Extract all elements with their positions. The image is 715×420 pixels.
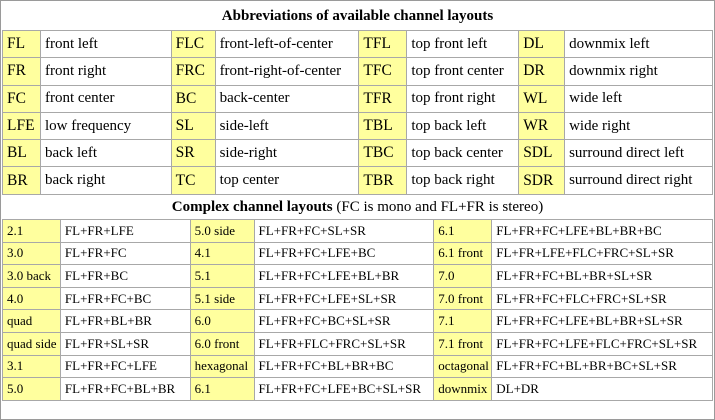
layout-channels: FL+FR+LFE+FLC+FRC+SL+SR xyxy=(492,242,713,265)
layout-channels: FL+FR+FLC+FRC+SL+SR xyxy=(254,332,434,355)
abbr-code: SDR xyxy=(519,167,565,194)
abbr-code: BL xyxy=(3,140,41,167)
layout-name: 2.1 xyxy=(3,220,61,243)
layout-name: 5.1 xyxy=(190,265,254,288)
layout-channels: FL+FR+FC+BL+BR xyxy=(60,378,190,401)
abbreviations-table xyxy=(2,2,713,195)
complex-title-note: (FC is mono and FL+FR is stereo) xyxy=(332,198,544,215)
layout-channels: FL+FR+BC xyxy=(60,265,190,288)
abbr-meaning: side-right xyxy=(215,140,359,167)
layout-channels: FL+FR+FC+LFE+FLC+FRC+SL+SR xyxy=(492,332,713,355)
complex-layouts-table xyxy=(2,195,713,401)
abbr-meaning: surround direct right xyxy=(565,167,713,194)
abbr-meaning: top back right xyxy=(407,167,519,194)
layout-name: 4.0 xyxy=(3,287,61,310)
abbr-meaning: downmix left xyxy=(565,31,713,58)
abbr-code: SDL xyxy=(519,140,565,167)
layout-name: 4.1 xyxy=(190,242,254,265)
abbr-meaning: surround direct left xyxy=(565,140,713,167)
abbr-meaning: front left xyxy=(40,31,171,58)
abbreviations-title: Abbreviations of available channel layouts xyxy=(221,7,494,24)
layout-channels: FL+FR+FC+BC xyxy=(60,287,190,310)
layout-name: 7.0 front xyxy=(434,287,492,310)
abbr-meaning: downmix right xyxy=(565,58,713,85)
layout-name: 6.0 xyxy=(190,310,254,333)
layout-channels: DL+DR xyxy=(492,378,713,401)
layout-name: 5.1 side xyxy=(190,287,254,310)
abbr-code: TFC xyxy=(359,58,407,85)
abbr-code: WR xyxy=(519,112,565,139)
abbr-meaning: top front left xyxy=(407,31,519,58)
layout-name: 7.0 xyxy=(434,265,492,288)
layout-channels: FL+FR+FC+LFE+BL+BR+BC xyxy=(492,220,713,243)
layout-name: 3.0 xyxy=(3,242,61,265)
abbr-meaning: top center xyxy=(215,167,359,194)
abbr-meaning: front-left-of-center xyxy=(215,31,359,58)
layout-channels: FL+FR+LFE xyxy=(60,220,190,243)
abbr-meaning: back right xyxy=(40,167,171,194)
abbr-meaning: front right xyxy=(40,58,171,85)
abbr-meaning: side-left xyxy=(215,112,359,139)
layout-channels: FL+FR+FC+LFE+SL+SR xyxy=(254,287,434,310)
layout-name: quad side xyxy=(3,332,61,355)
layout-channels: FL+FR+SL+SR xyxy=(60,332,190,355)
abbr-code: BC xyxy=(171,85,215,112)
abbr-code: FC xyxy=(3,85,41,112)
abbr-meaning: top front right xyxy=(407,85,519,112)
abbr-meaning: wide right xyxy=(565,112,713,139)
abbr-code: FR xyxy=(3,58,41,85)
layout-channels: FL+FR+FC+BC+SL+SR xyxy=(254,310,434,333)
layout-channels: FL+FR+FC xyxy=(60,242,190,265)
layout-channels: FL+FR+FC+SL+SR xyxy=(254,220,434,243)
abbr-code: LFE xyxy=(3,112,41,139)
layout-channels: FL+FR+FC+LFE+BL+BR xyxy=(254,265,434,288)
abbr-code: TBC xyxy=(359,140,407,167)
abbr-code: SR xyxy=(171,140,215,167)
abbr-code: SL xyxy=(171,112,215,139)
layout-name: 6.1 xyxy=(434,220,492,243)
layout-name: hexagonal xyxy=(190,355,254,378)
layout-channels: FL+FR+FC+LFE+BL+BR+SL+SR xyxy=(492,310,713,333)
complex-title-text: Complex channel layouts xyxy=(171,198,333,215)
layout-name: 3.1 xyxy=(3,355,61,378)
abbr-code: WL xyxy=(519,85,565,112)
abbr-meaning: front-right-of-center xyxy=(215,58,359,85)
abbr-code: TC xyxy=(171,167,215,194)
layout-channels: FL+FR+FC+LFE+BC+SL+SR xyxy=(254,378,434,401)
complex-layouts-title xyxy=(3,195,713,220)
abbr-meaning: low frequency xyxy=(40,112,171,139)
layout-name: 7.1 xyxy=(434,310,492,333)
layout-name: octagonal xyxy=(434,355,492,378)
layout-name: quad xyxy=(3,310,61,333)
abbr-meaning: wide left xyxy=(565,85,713,112)
layout-name: downmix xyxy=(434,378,492,401)
abbr-code: DR xyxy=(519,58,565,85)
abbr-meaning: top front center xyxy=(407,58,519,85)
layout-channels: FL+FR+FC+BL+BR+BC+SL+SR xyxy=(492,355,713,378)
abbr-code: BR xyxy=(3,167,41,194)
layout-channels: FL+FR+BL+BR xyxy=(60,310,190,333)
abbr-code: TBL xyxy=(359,112,407,139)
layout-channels: FL+FR+FC+LFE+BC xyxy=(254,242,434,265)
abbr-code: TBR xyxy=(359,167,407,194)
abbr-meaning: back-center xyxy=(215,85,359,112)
abbr-meaning: top back left xyxy=(407,112,519,139)
layout-name: 5.0 xyxy=(3,378,61,401)
abbr-code: FLC xyxy=(171,31,215,58)
abbr-code: FL xyxy=(3,31,41,58)
abbr-code: FRC xyxy=(171,58,215,85)
abbr-meaning: front center xyxy=(40,85,171,112)
abbr-code: TFL xyxy=(359,31,407,58)
layout-channels: FL+FR+FC+BL+BR+BC xyxy=(254,355,434,378)
layout-name: 5.0 side xyxy=(190,220,254,243)
abbr-meaning: back left xyxy=(40,140,171,167)
abbr-code: DL xyxy=(519,31,565,58)
layout-name: 6.1 front xyxy=(434,242,492,265)
abbr-meaning: top back center xyxy=(407,140,519,167)
layout-name: 6.0 front xyxy=(190,332,254,355)
layout-name: 7.1 front xyxy=(434,332,492,355)
layout-channels: FL+FR+FC+LFE xyxy=(60,355,190,378)
abbr-code: TFR xyxy=(359,85,407,112)
layout-name: 6.1 xyxy=(190,378,254,401)
layout-name: 3.0 back xyxy=(3,265,61,288)
layout-channels: FL+FR+FC+BL+BR+SL+SR xyxy=(492,265,713,288)
layout-channels: FL+FR+FC+FLC+FRC+SL+SR xyxy=(492,287,713,310)
